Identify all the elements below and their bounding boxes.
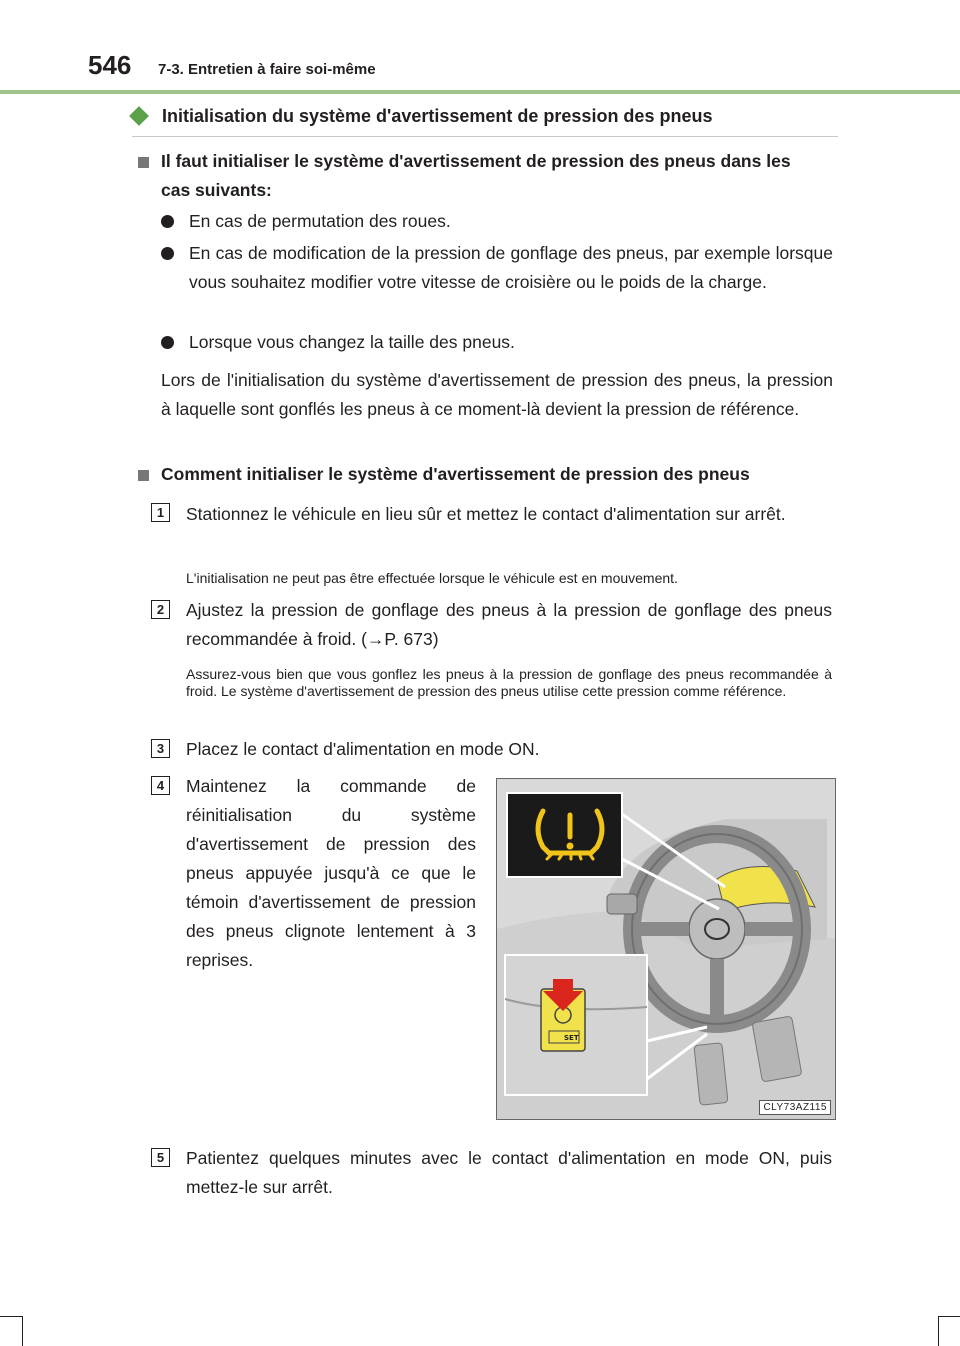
step-text-3: Placez le contact d'alimentation en mode ON.	[186, 739, 540, 759]
dashboard-illustration	[497, 779, 836, 1120]
steering-wheel-figure	[496, 778, 836, 1120]
bullet-dot-icon	[161, 247, 174, 260]
figure-code: CLY73AZ115	[759, 1100, 831, 1115]
list-item	[161, 328, 833, 357]
step-text-1: Stationnez le véhicule en lieu sûr et mettez le contact d'alimentation sur arrêt.	[186, 504, 786, 524]
bullet-dot-icon	[161, 215, 174, 228]
warning-lamp-inset	[507, 793, 622, 877]
step-number-5: 5	[151, 1148, 170, 1167]
list-item-text: En cas de permutation des roues.	[189, 211, 451, 231]
section-title-row	[132, 104, 838, 137]
header-rule	[0, 90, 960, 94]
subheading-when-line2: cas suivants:	[161, 180, 272, 200]
step-text-2: Ajustez la pression de gonflage des pneus à la pression de gonflage des pneus recommandée à froid. (→P. 673)	[186, 600, 832, 649]
list-item-text: Lorsque vous changez la taille des pneus.	[189, 332, 515, 352]
crop-mark	[22, 1316, 23, 1346]
crop-mark	[938, 1316, 939, 1346]
list-item	[161, 207, 833, 236]
bullet-dot-icon	[161, 336, 174, 349]
chapter-title: 7-3. Entretien à faire soi-même	[158, 61, 376, 78]
step-text-5: Patientez quelques minutes avec le contact d'alimentation en mode ON, puis mettez-le sur arrêt.	[186, 1148, 832, 1197]
section-title: Initialisation du système d'avertissement de pression des pneus	[162, 106, 713, 126]
subheading-when-line1: Il faut initialiser le système d'avertissement de pression des pneus dans les	[161, 151, 791, 171]
set-button-label: SET	[564, 1034, 579, 1042]
step-number-4: 4	[151, 776, 170, 795]
square-bullet-icon	[138, 157, 149, 168]
step-number-3: 3	[151, 739, 170, 758]
crop-mark	[0, 1316, 22, 1317]
step-number-1: 1	[151, 503, 170, 522]
subheading-how: Comment initialiser le système d'avertissement de pression des pneus	[161, 464, 750, 484]
crop-mark	[938, 1316, 960, 1317]
reference-paragraph: Lors de l'initialisation du système d'avertissement de pression des pneus, la pression à laquelle sont gonflés les pneus à ce moment-là devient la pression de référence.	[161, 370, 833, 419]
diamond-icon	[129, 106, 149, 126]
list-item	[161, 239, 833, 297]
page-number: 546	[88, 50, 132, 80]
step-note-1: L'initialisation ne peut pas être effectuée lorsque le véhicule est en mouvement.	[186, 570, 678, 586]
step-text-4: Maintenez la commande de réinitialisation du système d'avertissement de pression des pneus appuyée jusqu'à ce que le témoin d'avertissement de pression des pneus clignote lentement à 3 reprises.	[186, 776, 476, 970]
square-bullet-icon	[138, 470, 149, 481]
list-item-text: En cas de modification de la pression de gonflage des pneus, par exemple lorsque vous souhaitez modifier votre vitesse de croisière ou le poids de la charge.	[189, 243, 833, 292]
step-note-2: Assurez-vous bien que vous gonflez les pneus à la pression de gonflage des pneus recommandée à froid. Le système d'avertissement de pression des pneus utilise cette pression comme référence.	[186, 666, 832, 699]
step-number-2: 2	[151, 600, 170, 619]
